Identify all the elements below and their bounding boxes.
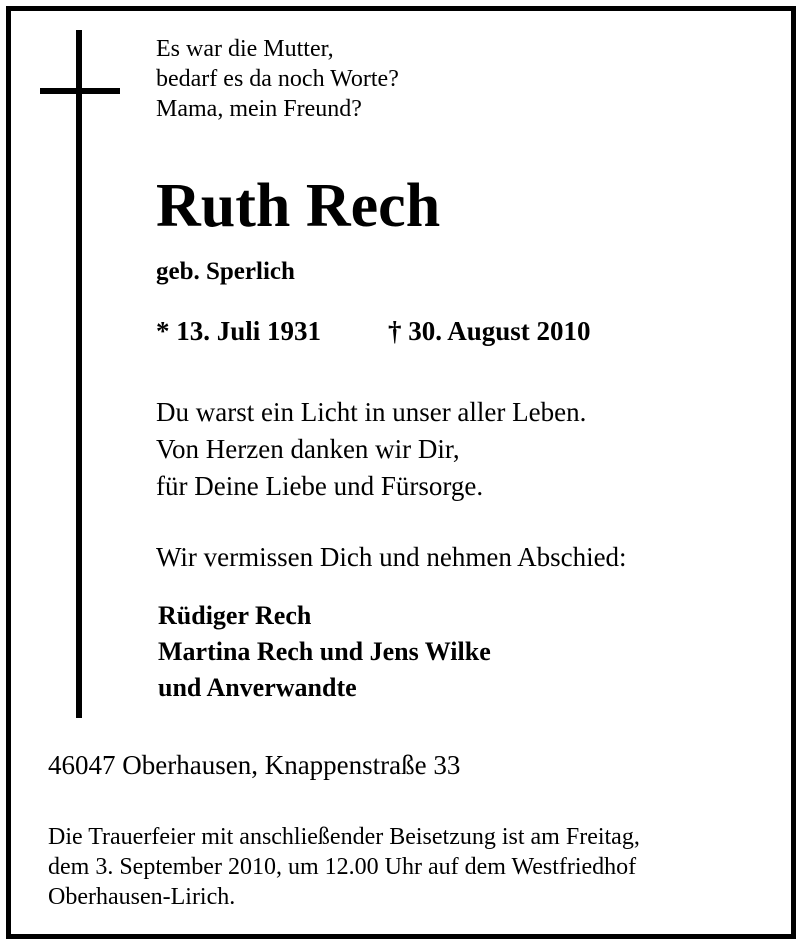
service-line: dem 3. September 2010, um 12.00 Uhr auf dem Westfriedhof xyxy=(48,854,637,880)
cross-vertical-bar xyxy=(76,30,82,718)
farewell-line: Wir vermissen Dich und nehmen Abschied: xyxy=(156,542,627,572)
maiden-name: geb. Sperlich xyxy=(156,258,295,285)
family-address: 46047 Oberhausen, Knappenstraße 33 xyxy=(48,750,461,780)
birth-date: * 13. Juli 1931 xyxy=(156,316,322,346)
poem-line: bedarf es da noch Worte? xyxy=(156,66,399,92)
tribute-text xyxy=(156,394,586,505)
death-date: † 30. August 2010 xyxy=(388,316,591,346)
cross-horizontal-bar xyxy=(40,88,120,94)
mourners-list xyxy=(158,598,491,706)
funeral-service-notice xyxy=(48,822,640,912)
life-dates xyxy=(156,316,591,347)
poem-line: Es war die Mutter, xyxy=(156,36,334,62)
poem-line: Mama, mein Freund? xyxy=(156,96,362,122)
service-line: Die Trauerfeier mit anschließender Beisetzung ist am Freitag, xyxy=(48,824,640,850)
service-line: Oberhausen-Lirich. xyxy=(48,884,236,910)
mourner-name: Martina Rech und Jens Wilke xyxy=(158,637,491,666)
mourner-name: und Anverwandte xyxy=(158,673,357,702)
deceased-name: Ruth Rech xyxy=(156,172,441,240)
tribute-line: Von Herzen danken wir Dir, xyxy=(156,434,460,464)
opening-poem xyxy=(156,34,399,124)
mourner-name: Rüdiger Rech xyxy=(158,601,312,630)
tribute-line: Du warst ein Licht in unser aller Leben. xyxy=(156,397,587,427)
tribute-line: für Deine Liebe und Fürsorge. xyxy=(156,471,484,501)
